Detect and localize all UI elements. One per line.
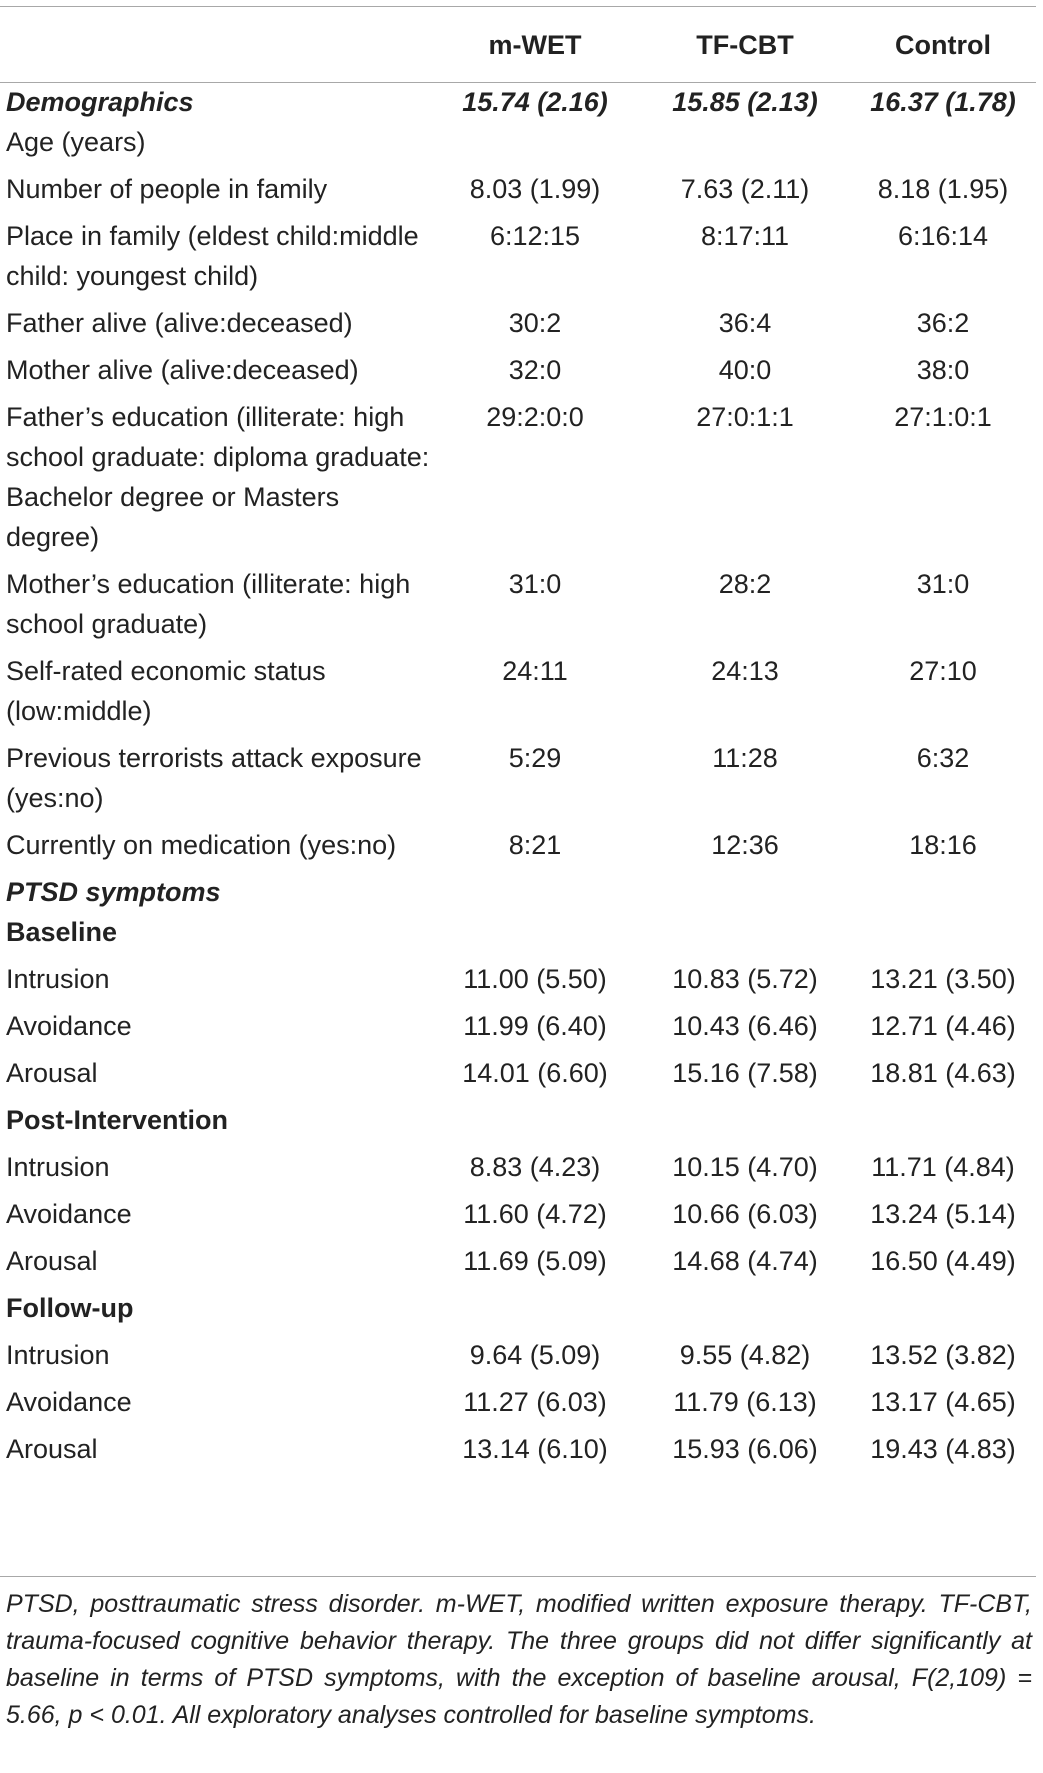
table-row bbox=[0, 397, 1036, 564]
data-table bbox=[0, 82, 1036, 1476]
cell-m-wet: 14.01 (6.60) bbox=[462, 1058, 608, 1088]
row-label: Intrusion bbox=[6, 1152, 110, 1182]
table-row bbox=[0, 651, 1036, 738]
cell-m-wet: 11.99 (6.40) bbox=[463, 1011, 607, 1041]
cell-control: 38:0 bbox=[916, 355, 970, 385]
cell-control bbox=[850, 872, 1036, 912]
cell-m-wet: 30:2 bbox=[508, 308, 562, 338]
cell-control: 13.52 (3.82) bbox=[870, 1340, 1016, 1370]
row-label: Mother alive (alive:deceased) bbox=[6, 355, 359, 385]
table-row bbox=[0, 350, 1036, 397]
top-rule bbox=[0, 6, 1036, 7]
cell-m-wet: 13.14 (6.10) bbox=[462, 1434, 608, 1464]
row-label: Intrusion bbox=[6, 1340, 110, 1370]
table-row bbox=[0, 1194, 1036, 1241]
table-row bbox=[0, 1241, 1036, 1288]
table-row bbox=[0, 1147, 1036, 1194]
row-label: Avoidance bbox=[6, 1387, 132, 1417]
cell-tf-cbt: 7.63 (2.11) bbox=[680, 174, 810, 204]
cell-control bbox=[850, 1100, 1036, 1147]
bottom-rule bbox=[0, 1576, 1036, 1577]
table-row bbox=[0, 216, 1036, 303]
cell-control: 18.81 (4.63) bbox=[870, 1058, 1016, 1088]
cell-m-wet: 15.74 (2.16) bbox=[462, 87, 608, 117]
row-label: Post-Intervention bbox=[6, 1105, 229, 1135]
cell-tf-cbt: 15.93 (6.06) bbox=[672, 1434, 818, 1464]
cell-m-wet bbox=[430, 1288, 640, 1335]
cell-tf-cbt: 24:13 bbox=[711, 656, 779, 686]
row-label: Self-rated economic status (low:middle) bbox=[6, 656, 326, 726]
cell-m-wet: 8.83 (4.23) bbox=[469, 1152, 601, 1182]
section-row bbox=[0, 872, 1036, 912]
row-label: Father’s education (illiterate: high school graduate: diploma graduate: Bachelor degree or Masters degree) bbox=[6, 402, 430, 552]
table-row bbox=[0, 1429, 1036, 1476]
cell-tf-cbt: 15.85 (2.13) bbox=[672, 87, 818, 117]
cell-tf-cbt: 14.68 (4.74) bbox=[672, 1246, 818, 1276]
row-label: Currently on medication (yes:no) bbox=[6, 830, 397, 860]
cell-tf-cbt: 36:4 bbox=[718, 308, 772, 338]
row-label: Arousal bbox=[6, 1058, 98, 1088]
cell-control: 16.37 (1.78) bbox=[870, 87, 1016, 117]
cell-tf-cbt: 10.83 (5.72) bbox=[672, 964, 818, 994]
table-body bbox=[0, 82, 1036, 1476]
cell-m-wet: 6:12:15 bbox=[489, 221, 581, 251]
cell-m-wet: 11.27 (6.03) bbox=[463, 1387, 607, 1417]
cell-m-wet bbox=[430, 912, 640, 959]
cell-tf-cbt: 15.16 (7.58) bbox=[672, 1058, 818, 1088]
cell-tf-cbt: 40:0 bbox=[718, 355, 772, 385]
cell-control: 31:0 bbox=[916, 569, 970, 599]
cell-control: 6:16:14 bbox=[897, 221, 989, 251]
table-row bbox=[0, 1006, 1036, 1053]
row-label: Mother’s education (illiterate: high school graduate) bbox=[6, 569, 411, 639]
cell-control: 8.18 (1.95) bbox=[877, 174, 1009, 204]
row-label: Avoidance bbox=[6, 1199, 132, 1229]
cell-control: 27:1:0:1 bbox=[894, 402, 992, 432]
cell-m-wet: 29:2:0:0 bbox=[486, 402, 584, 432]
row-label: Arousal bbox=[6, 1246, 98, 1276]
cell-control: 6:32 bbox=[916, 743, 970, 773]
table-row bbox=[0, 825, 1036, 872]
table-row bbox=[0, 1382, 1036, 1429]
row-label: Number of people in family bbox=[6, 174, 328, 204]
cell-control: 13.24 (5.14) bbox=[870, 1199, 1016, 1229]
header-tf-cbt: TF-CBT bbox=[696, 30, 794, 60]
cell-control bbox=[850, 912, 1036, 959]
cell-control bbox=[850, 122, 1036, 169]
cell-tf-cbt: 28:2 bbox=[718, 569, 772, 599]
cell-tf-cbt: 10.66 (6.03) bbox=[672, 1199, 818, 1229]
header-control: Control bbox=[895, 30, 991, 60]
subsection-row bbox=[0, 1100, 1036, 1147]
cell-m-wet: 11.00 (5.50) bbox=[463, 964, 607, 994]
cell-control bbox=[850, 1288, 1036, 1335]
cell-tf-cbt bbox=[640, 1288, 850, 1335]
cell-m-wet: 24:11 bbox=[502, 656, 568, 686]
cell-m-wet: 8.03 (1.99) bbox=[469, 174, 601, 204]
cell-control: 36:2 bbox=[916, 308, 970, 338]
cell-m-wet: 8:21 bbox=[508, 830, 562, 860]
cell-tf-cbt: 27:0:1:1 bbox=[696, 402, 794, 432]
row-label: Baseline bbox=[6, 917, 118, 947]
cell-m-wet: 11.69 (5.09) bbox=[463, 1246, 607, 1276]
table-row bbox=[0, 1053, 1036, 1100]
cell-m-wet bbox=[430, 122, 640, 169]
row-label: PTSD symptoms bbox=[6, 877, 221, 907]
table-header-row bbox=[0, 20, 1036, 70]
cell-tf-cbt bbox=[640, 872, 850, 912]
row-label: Intrusion bbox=[6, 964, 110, 994]
cell-m-wet: 9.64 (5.09) bbox=[469, 1340, 601, 1370]
cell-m-wet: 11.60 (4.72) bbox=[463, 1199, 607, 1229]
cell-control: 18:16 bbox=[909, 830, 977, 860]
cell-m-wet bbox=[430, 1100, 640, 1147]
row-label: Demographics bbox=[6, 87, 194, 117]
row-label: Arousal bbox=[6, 1434, 98, 1464]
cell-m-wet: 5:29 bbox=[508, 743, 562, 773]
cell-tf-cbt: 11:28 bbox=[712, 743, 778, 773]
table-row bbox=[0, 122, 1036, 169]
row-label: Father alive (alive:deceased) bbox=[6, 308, 353, 338]
cell-control: 11.71 (4.84) bbox=[871, 1152, 1015, 1182]
subsection-row bbox=[0, 1288, 1036, 1335]
cell-m-wet: 31:0 bbox=[508, 569, 562, 599]
cell-control: 13.17 (4.65) bbox=[870, 1387, 1016, 1417]
row-label: Age (years) bbox=[6, 127, 146, 157]
header-m-wet: m-WET bbox=[488, 30, 582, 60]
cell-tf-cbt: 10.15 (4.70) bbox=[672, 1152, 818, 1182]
cell-tf-cbt: 8:17:11 bbox=[700, 221, 790, 251]
cell-control: 27:10 bbox=[909, 656, 977, 686]
cell-tf-cbt bbox=[640, 912, 850, 959]
row-label: Place in family (eldest child:middle child: youngest child) bbox=[6, 221, 419, 291]
subsection-row bbox=[0, 912, 1036, 959]
cell-tf-cbt: 11.79 (6.13) bbox=[673, 1387, 817, 1417]
table-row bbox=[0, 1335, 1036, 1382]
cell-control: 19.43 (4.83) bbox=[870, 1434, 1016, 1464]
cell-tf-cbt: 10.43 (6.46) bbox=[672, 1011, 818, 1041]
cell-tf-cbt: 9.55 (4.82) bbox=[679, 1340, 811, 1370]
cell-m-wet: 32:0 bbox=[508, 355, 562, 385]
row-label: Avoidance bbox=[6, 1011, 132, 1041]
row-label: Previous terrorists attack exposure (yes:no) bbox=[6, 743, 422, 813]
cell-tf-cbt bbox=[640, 1100, 850, 1147]
section-row bbox=[0, 82, 1036, 122]
table-row bbox=[0, 738, 1036, 825]
table-footnote: PTSD, posttraumatic stress disorder. m-WET, modified written exposure therapy. TF-CBT, trauma-focused cognitive behavior therapy. The three groups did not differ significantly at baseline in terms of PTSD symptoms, with the exception of baseline arousal, F(2,109) = 5.66, p < 0.01. All exploratory analyses controlled for baseline symptoms. bbox=[6, 1590, 1032, 1729]
cell-m-wet bbox=[430, 872, 640, 912]
cell-control: 16.50 (4.49) bbox=[870, 1246, 1016, 1276]
table-row bbox=[0, 959, 1036, 1006]
cell-tf-cbt bbox=[640, 122, 850, 169]
table-row bbox=[0, 169, 1036, 216]
cell-control: 12.71 (4.46) bbox=[870, 1011, 1016, 1041]
row-label: Follow-up bbox=[6, 1293, 134, 1323]
cell-tf-cbt: 12:36 bbox=[711, 830, 779, 860]
table-row bbox=[0, 564, 1036, 651]
table-row bbox=[0, 303, 1036, 350]
cell-control: 13.21 (3.50) bbox=[870, 964, 1016, 994]
